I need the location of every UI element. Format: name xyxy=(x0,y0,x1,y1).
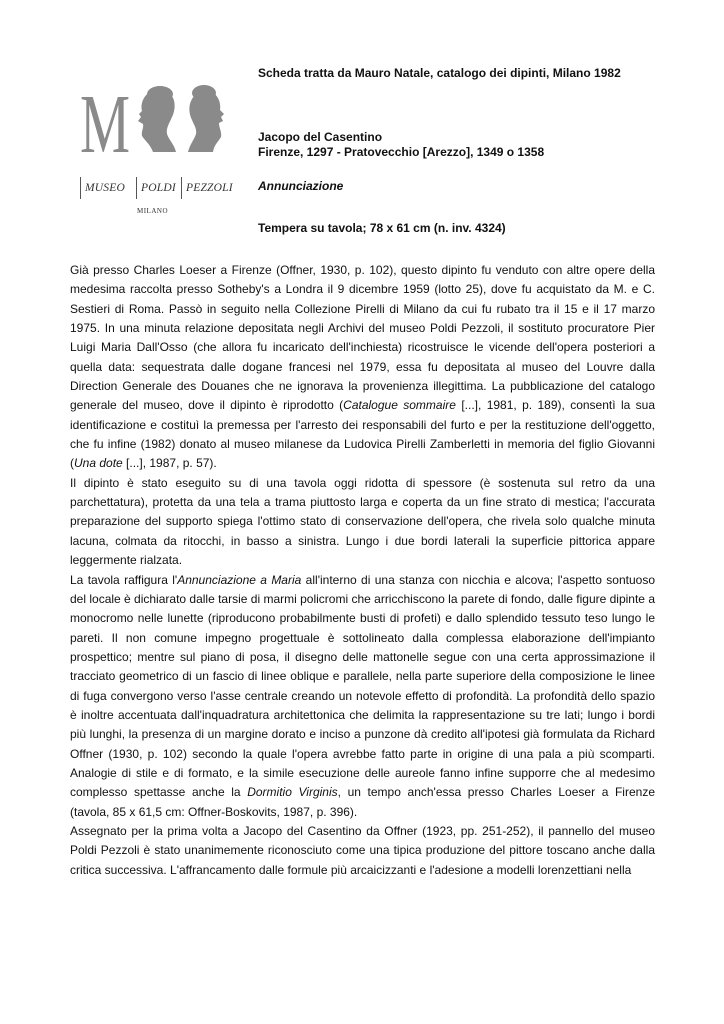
artwork-technique: Tempera su tavola; 78 x 61 cm (n. inv. 4324) xyxy=(258,221,506,235)
paragraph-attribution: Assegnato per la prima volta a Jacopo del Casentino da Offner (1923, pp. 251-252), il pannello del museo Poldi Pezzoli è stato unanimemente riconosciuto come una tipica produzione del pittore toscano anche dalla critica successiva. L'affrancamento dalle formule più arcaicizzanti e l'adesione a modelli lorenzettiani nella xyxy=(70,823,655,877)
artwork-title: Annunciazione xyxy=(258,179,344,193)
italic-title: Annunciazione a Maria xyxy=(177,572,302,587)
italic-citation: Catalogue sommaire xyxy=(343,398,456,413)
text-run: [...], 1987, p. 57). xyxy=(122,456,217,471)
text-run: [...], 1981, p. 189), consentì la sua identificazione e costituì la premessa per l'arresto dei responsabili del furto e per la restituzione dell'oggetto, che fu infine (1982) donato al museo milanese da Ludovica Pirelli Zamberletti in memoria del figlio Giovanni ( xyxy=(70,398,656,471)
italic-citation: Una dote xyxy=(74,456,123,471)
paragraph-description xyxy=(70,571,655,822)
svg-text:M: M xyxy=(80,84,130,171)
paragraph-provenance xyxy=(70,261,655,474)
source-note: Scheda tratta da Mauro Natale, catalogo dei dipinti, Milano 1982 xyxy=(258,66,621,80)
artist-dates: Firenze, 1297 - Pratovecchio [Arezzo], 1349 o 1358 xyxy=(258,145,545,159)
italic-title: Dormitio Virginis xyxy=(247,785,338,800)
museum-logo xyxy=(80,84,240,219)
artist-name: Jacopo del Casentino xyxy=(258,130,383,144)
catalog-text xyxy=(70,261,655,880)
text-run: La tavola raffigura l' xyxy=(70,572,178,587)
logo-label-poldi: POLDI xyxy=(136,177,176,199)
logo-emblem-icon xyxy=(80,84,240,174)
logo-city: MILANO xyxy=(137,207,168,215)
logo-label-museo: MUSEO xyxy=(80,177,125,199)
text-run: Già presso Charles Loeser a Firenze (Offner, 1930, p. 102), questo dipinto fu venduto con altre opere della medesima raccolta presso Sotheby's a Londra il 9 dicembre 1959 (lotto 25), dove fu acquistato da M. e C. Sestieri di Roma. Passò in seguito nella Collezione Pirelli di Milano da cui fu rubato tra il 15 e il 17 marzo 1975. In una minuta relazione depositata negli Archivi del museo Poldi Pezzoli, il sostituto procuratore Pier Luigi Maria Dall'Osso (che allora fu incaricato dell'inchiesta) ricostruisce le vicende dell'opera posteriori a quella data: sequestrata dalle dogane francesi nel 1979, essa fu depositata al museo del Louvre dalla Direction Generale des Douanes che ne ignorava la provenienza illegittima. La pubblicazione del catalogo generale del museo, dove il dipinto è riprodotto ( xyxy=(70,263,655,413)
paragraph-condition: Il dipinto è stato eseguito su di una tavola oggi ridotta di spessore (è sostenuta sul retro da una parchettatura), protetta da una tela a trama piuttosto larga e coperta da un fine strato di mestica; l'accurata preparazione del supporto spiega l'ottimo stato di conservazione dell'opera, che rivela solo qualche minuta lacuna, colmata da ritocchi, in basso a sinistra. Lungo i due bordi laterali la superficie pittorica appare leggermente rialzata. xyxy=(70,475,655,568)
text-run: all'interno di una stanza con nicchia e alcova; l'aspetto sontuoso del locale è dichiarato dalle tarsie di marmi policromi che arricchiscono la parete di fondo, dalle figure dipinte a monocromo nelle lunette (riproducono probabilmente busti di profeti) e dallo splendido tessuto teso lungo le pareti. Il non comune impegno progettuale è sottolineato dalla complessa elaborazione dell'impianto prospettico; mentre sul piano di posa, il disegno delle mattonelle segue con una certa approssimazione il tracciato geometrico di un fascio di linee oblique e parallele, nella parte superiore della composizione le linee di fuga convergono verso l'asse centrale creando un notevole effetto di profondità. La profondità dello spazio è inoltre accentuata dall'inquadratura architettonica che delimita la rappresentazione su tre lati; lungo i bordi più lunghi, la presenza di un margine dorato e inciso a punzone dà credito all'ipotesi già formulata da Richard Offner (1930, p. 102) secondo la quale l'opera avrebbe fatto parte in origine di una pala a più scomparti. Analogie di stile e di formato, e la simile esecuzione delle aureole fanno infine supporre che al medesimo complesso spettasse anche la xyxy=(70,572,656,800)
logo-label-pezzoli: PEZZOLI xyxy=(181,177,233,199)
text-run: , un tempo anch'essa presso Charles Loeser a Firenze (tavola, 85 x 61,5 cm: Offner-Boskovits, 1987, p. 396). xyxy=(70,785,655,819)
